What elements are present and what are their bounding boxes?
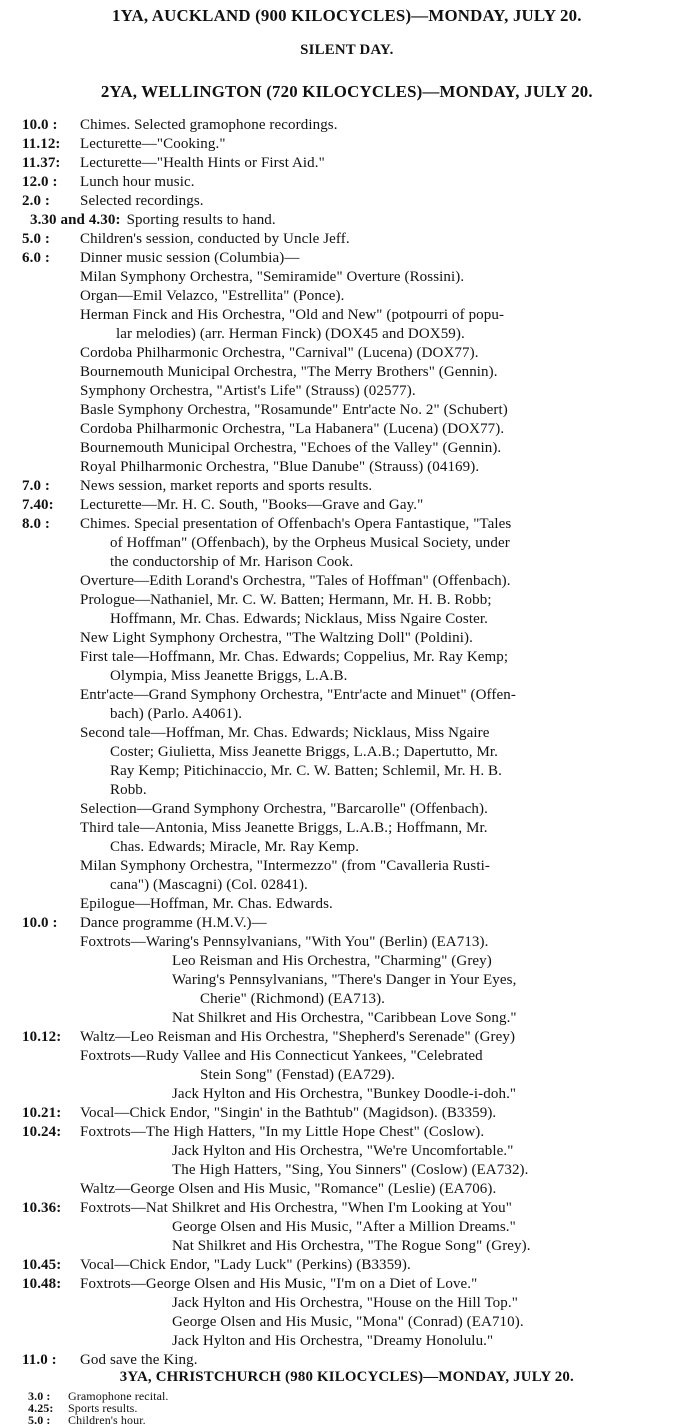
programme-line: Bournemouth Municipal Orchestra, "The Merry Brothers" (Gennin).	[80, 364, 498, 380]
programme-line: Cordoba Philharmonic Orchestra, "La Habanera" (Lucena) (DOX77).	[80, 421, 505, 437]
programme-line: lar melodies) (arr. Herman Finck) (DOX45 and DOX59).	[116, 326, 465, 342]
programme-line: 3.30 and 4.30: Sporting results to hand.	[30, 212, 276, 228]
time-label: 10.45:	[22, 1257, 62, 1273]
time-label: 2.0 :	[22, 193, 50, 209]
programme-line: Foxtrots—Waring's Pennsylvanians, "With You" (Berlin) (EA713).	[80, 934, 489, 950]
programme-line: Robb.	[110, 782, 147, 798]
programme-line: Symphony Orchestra, "Artist's Life" (Strauss) (02577).	[80, 383, 416, 399]
time-label: 4.25:	[28, 1401, 54, 1415]
programme-line: 7.40: Lecturette—Mr. H. C. South, "Books—Grave and Gay."	[22, 497, 424, 513]
time-label: 11.0 :	[22, 1352, 57, 1368]
programme-line: 10.12: Waltz—Leo Reisman and His Orchestra, "Shepherd's Serenade" (Grey)	[22, 1029, 516, 1045]
time-label: 3.30 and 4.30:	[30, 212, 121, 228]
programme-line: Chas. Edwards; Miracle, Mr. Ray Kemp.	[110, 839, 360, 855]
programme-line: Stein Song" (Fenstad) (EA729).	[200, 1067, 395, 1083]
programme-line: Ray Kemp; Pitichinaccio, Mr. C. W. Batten; Schlemil, Mr. H. B.	[110, 763, 503, 779]
programme-line: George Olsen and His Music, "After a Million Dreams."	[172, 1219, 516, 1235]
programme-line: Cherie" (Richmond) (EA713).	[200, 991, 386, 1007]
programme-line: Foxtrots—Rudy Vallee and His Connecticut Yankees, "Celebrated	[80, 1048, 483, 1064]
programme-line: Bournemouth Municipal Orchestra, "Echoes of the Valley" (Gennin).	[80, 440, 502, 456]
section-header-2ya: 2YA, WELLINGTON (720 KILOCYCLES)—MONDAY, JULY 20.	[100, 82, 593, 101]
programme-line: Leo Reisman and His Orchestra, "Charming" (Grey)	[172, 953, 492, 969]
programme-line: Third tale—Antonia, Miss Jeanette Briggs, L.A.B.; Hoffmann, Mr.	[80, 820, 488, 836]
programme-line: 10.48: Foxtrots—George Olsen and His Music, "I'm on a Diet of Love."	[22, 1276, 478, 1292]
programme-line: Organ—Emil Velazco, "Estrellita" (Ponce).	[80, 288, 345, 304]
time-label: 7.40:	[22, 497, 54, 513]
time-label: 10.12:	[22, 1029, 62, 1045]
programme-line: Entr'acte—Grand Symphony Orchestra, "Entr'acte and Minuet" (Offen-	[80, 687, 516, 703]
programme-line: 2.0 : Selected recordings.	[22, 193, 204, 209]
programme-line: 11.37: Lecturette—"Health Hints or First Aid."	[22, 155, 325, 171]
programme-line: Jack Hylton and His Orchestra, "Dreamy Honolulu."	[172, 1333, 494, 1349]
programme-line: George Olsen and His Music, "Mona" (Conrad) (EA710).	[172, 1314, 524, 1330]
time-label: 5.0 :	[28, 1413, 51, 1427]
programme-line: Herman Finck and His Orchestra, "Old and New" (potpourri of popu-	[80, 307, 505, 323]
programme-line: 4.25: Sports results.	[28, 1401, 138, 1415]
programme-line: Jack Hylton and His Orchestra, "House on the Hill Top."	[172, 1295, 518, 1311]
programme-line: New Light Symphony Orchestra, "The Waltzing Doll" (Poldini).	[80, 630, 473, 646]
programme-line: Milan Symphony Orchestra, "Semiramide" Overture (Rossini).	[80, 269, 465, 285]
programme-line: 11.12: Lecturette—"Cooking."	[22, 136, 226, 152]
programme-line: Waring's Pennsylvanians, "There's Danger in Your Eyes,	[172, 972, 517, 988]
time-label: 12.0 :	[22, 174, 58, 190]
programme-line: the conductorship of Mr. Harison Cook.	[110, 554, 354, 570]
time-label: 10.48:	[22, 1276, 62, 1292]
programme-line: 8.0 : Chimes. Special presentation of Offenbach's Opera Fantastique, "Tales	[22, 516, 512, 532]
section-header-3ya: 3YA, CHRISTCHURCH (980 KILOCYCLES)—MONDAY, JULY 20.	[119, 1369, 574, 1385]
programme-line: Prologue—Nathaniel, Mr. C. W. Batten; Hermann, Mr. H. B. Robb;	[80, 592, 492, 608]
programme-line: 10.21: Vocal—Chick Endor, "Singin' in the Bathtub" (Magidson). (B3359).	[22, 1105, 497, 1121]
programme-line: 10.0 : Dance programme (H.M.V.)—	[22, 915, 267, 931]
programme-line: Epilogue—Hoffman, Mr. Chas. Edwards.	[80, 896, 333, 912]
programme-line: bach) (Parlo. A4061).	[110, 706, 243, 722]
programme-line: Jack Hylton and His Orchestra, "Bunkey Doodle-i-doh."	[172, 1086, 517, 1102]
programme-line: First tale—Hoffmann, Mr. Chas. Edwards; Coppelius, Mr. Ray Kemp;	[80, 649, 509, 665]
programme-line: Milan Symphony Orchestra, "Intermezzo" (from "Cavalleria Rusti-	[80, 858, 490, 874]
time-label: 3.0 :	[28, 1389, 51, 1403]
time-label: 10.0 :	[22, 117, 58, 133]
programme-line: 12.0 : Lunch hour music.	[22, 174, 195, 190]
programme-line: 11.0 : God save the King.	[22, 1352, 198, 1368]
programme-line: 7.0 : News session, market reports and sports results.	[22, 478, 373, 494]
programme-line: 10.0 : Chimes. Selected gramophone recordings.	[22, 117, 338, 133]
section-header-1ya: 1YA, AUCKLAND (900 KILOCYCLES)—MONDAY, JULY 20.	[112, 6, 582, 25]
programme-line: 10.45: Vocal—Chick Endor, "Lady Luck" (Perkins) (B3359).	[22, 1257, 411, 1273]
programme-line: 5.0 : Children's hour.	[28, 1413, 146, 1427]
programme-line: 5.0 : Children's session, conducted by Uncle Jeff.	[22, 231, 350, 247]
time-label: 10.36:	[22, 1200, 62, 1216]
programme-line: The High Hatters, "Sing, You Sinners" (Coslow) (EA732).	[172, 1162, 529, 1178]
time-label: 10.21:	[22, 1105, 62, 1121]
time-label: 10.0 :	[22, 915, 58, 931]
programme-line: Hoffmann, Mr. Chas. Edwards; Nicklaus, Miss Ngaire Coster.	[110, 611, 488, 627]
programme-line: Basle Symphony Orchestra, "Rosamunde" Entr'acte No. 2" (Schubert)	[80, 402, 508, 418]
silent-day-notice: SILENT DAY.	[300, 42, 394, 58]
programme-line: cana") (Mascagni) (Col. 02841).	[110, 877, 308, 893]
programme-line: Waltz—George Olsen and His Music, "Romance" (Leslie) (EA706).	[80, 1181, 497, 1197]
programme-line: Overture—Edith Lorand's Orchestra, "Tales of Hoffman" (Offenbach).	[80, 573, 511, 589]
programme-line: 6.0 : Dinner music session (Columbia)—	[22, 250, 300, 266]
programme-line: Cordoba Philharmonic Orchestra, "Carnival" (Lucena) (DOX77).	[80, 345, 479, 361]
programme-line: 3.0 : Gramophone recital.	[28, 1389, 169, 1403]
programme-line: Coster; Giulietta, Miss Jeanette Briggs, L.A.B.; Dapertutto, Mr.	[110, 744, 499, 760]
time-label: 6.0 :	[22, 250, 50, 266]
programme-line: Nat Shilkret and His Orchestra, "Caribbean Love Song."	[172, 1010, 517, 1026]
time-label: 11.37:	[22, 155, 61, 171]
programme-line: of Hoffman" (Offenbach), by the Orpheus Musical Society, under	[110, 535, 510, 551]
programme-line: Jack Hylton and His Orchestra, "We're Uncomfortable."	[172, 1143, 514, 1159]
programme-line: Second tale—Hoffman, Mr. Chas. Edwards; Nicklaus, Miss Ngaire	[80, 725, 490, 741]
programme-line: Royal Philharmonic Orchestra, "Blue Danube" (Strauss) (04169).	[80, 459, 480, 475]
programme-line: Nat Shilkret and His Orchestra, "The Rogue Song" (Grey).	[172, 1238, 531, 1254]
time-label: 10.24:	[22, 1124, 62, 1140]
time-label: 5.0 :	[22, 231, 50, 247]
programme-line: 10.36: Foxtrots—Nat Shilkret and His Orchestra, "When I'm Looking at You"	[22, 1200, 512, 1216]
programme-line: 10.24: Foxtrots—The High Hatters, "In my Little Hope Chest" (Coslow).	[22, 1124, 485, 1140]
programme-line: Selection—Grand Symphony Orchestra, "Barcarolle" (Offenbach).	[80, 801, 488, 817]
time-label: 11.12:	[22, 136, 61, 152]
programme-line: Olympia, Miss Jeanette Briggs, L.A.B.	[110, 668, 348, 684]
time-label: 8.0 :	[22, 516, 50, 532]
time-label: 7.0 :	[22, 478, 50, 494]
